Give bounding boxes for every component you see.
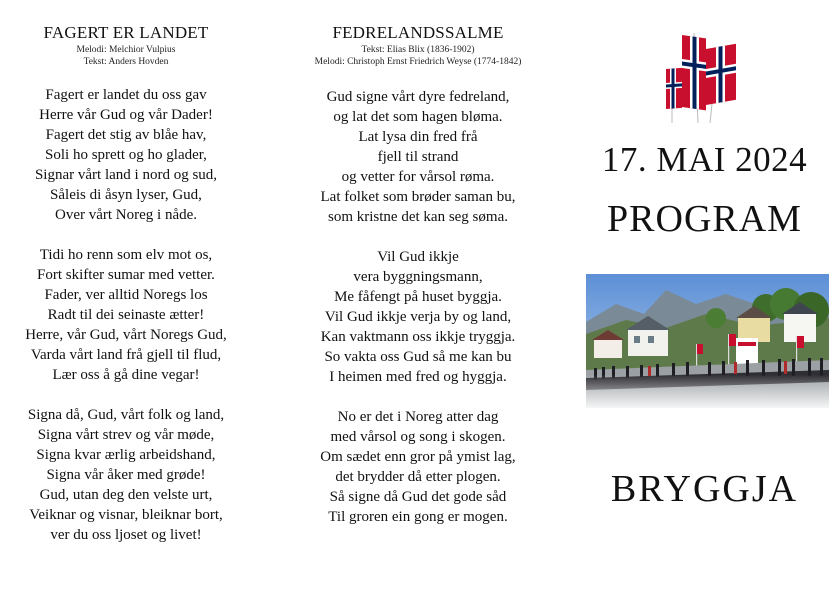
verse-line: No er det i Noreg atter dag bbox=[337, 409, 499, 425]
verse-line: Lat lysa din fred frå bbox=[358, 129, 478, 145]
verse-line: Signar vårt land i nord og sud, bbox=[34, 167, 218, 183]
verse-line: Gud, utan deg den velste urt, bbox=[39, 487, 213, 503]
verse-line: Kan vaktmann oss ikkje tryggja. bbox=[320, 329, 516, 345]
verse-line: Såleis di åsyn lyser, Gud, bbox=[50, 187, 202, 203]
verse bbox=[0, 405, 252, 545]
verse-line: Herre vår Gud og vår Dader! bbox=[39, 107, 213, 123]
song-meta bbox=[282, 45, 554, 68]
verse-line: det brydder då etter plogen. bbox=[335, 469, 501, 485]
verse bbox=[0, 85, 252, 225]
verse-line: Over vårt Noreg i nåde. bbox=[54, 207, 198, 223]
song-verses bbox=[282, 87, 554, 527]
verse-line: som kristne det kan seg søma. bbox=[328, 209, 508, 225]
verse-line: ver du oss ljoset og livet! bbox=[50, 527, 202, 543]
verse-line: Fagert det stig av blåe hav, bbox=[45, 127, 207, 143]
verse-line: Lat folket som brøder saman bu, bbox=[320, 189, 516, 205]
verse-line: Vil Gud ikkje bbox=[377, 249, 459, 265]
verse-line: Signa då, Gud, vårt folk og land, bbox=[27, 407, 225, 423]
event-date: 17. MAI 2024 bbox=[601, 140, 808, 179]
verse-line: Radt til dei seinaste ætter! bbox=[47, 307, 205, 323]
verse-line: og lat det som hagen bløma. bbox=[333, 109, 503, 125]
parade-photo bbox=[586, 274, 829, 408]
song-verses bbox=[0, 85, 252, 545]
verse-line: Om sædet enn gror på ymist lag, bbox=[320, 449, 516, 465]
verse-line: Tidi ho renn som elv mot os, bbox=[39, 247, 213, 263]
song-melody: Melodi: Melchior Vulpius bbox=[76, 45, 176, 55]
verse-line: Fader, ver alltid Noregs los bbox=[44, 287, 208, 303]
verse-line: og vetter for vårsol røma. bbox=[341, 169, 495, 185]
verse-line: Herre, vår Gud, vårt Noregs Gud, bbox=[25, 327, 227, 343]
place-name: BRYGGJA bbox=[610, 468, 799, 510]
verse-line: vera byggningsmann, bbox=[353, 269, 483, 285]
verse bbox=[282, 247, 554, 387]
verse-line: Fort skifter sumar med vetter. bbox=[37, 267, 215, 283]
verse-line: Gud signe vårt dyre fedreland, bbox=[326, 89, 510, 105]
verse-line: Veiknar og visnar, bleiknar bort, bbox=[29, 507, 223, 523]
song-title: FEDRELANDSSALME bbox=[332, 23, 504, 42]
verse-line: I heimen med fred og hyggja. bbox=[329, 369, 507, 385]
verse-line: Soli ho sprett og ho glader, bbox=[45, 147, 207, 163]
song-title: FAGERT ER LANDET bbox=[43, 23, 209, 42]
verse-line: fjell til strand bbox=[377, 149, 459, 165]
verse-line: Varda vårt land frå gjell til flud, bbox=[30, 347, 222, 363]
verse bbox=[282, 407, 554, 527]
verse bbox=[282, 87, 554, 227]
verse bbox=[0, 245, 252, 385]
verse-line: Signa kvar ærlig arbeidshand, bbox=[36, 447, 216, 463]
verse-line: So vakta oss Gud så me kan bu bbox=[324, 349, 512, 365]
program-heading: PROGRAM bbox=[607, 198, 802, 240]
verse-line: Så signe då Gud det gode såd bbox=[329, 489, 507, 505]
song-lyricist: Tekst: Anders Hovden bbox=[83, 56, 169, 67]
verse-line: Fagert er landet du oss gav bbox=[45, 87, 207, 103]
song-fedrelandssalme bbox=[282, 0, 554, 527]
song-melody: Melodi: Christoph Ernst Friedrich Weyse (1774-1842) bbox=[314, 56, 522, 67]
verse-line: Vil Gud ikkje verja by og land, bbox=[324, 309, 512, 325]
verse-line: Signa vår åker med grøde! bbox=[46, 467, 206, 483]
song-fagert-er-landet bbox=[0, 0, 252, 545]
verse-line: Me fåfengt på huset byggja. bbox=[334, 289, 502, 305]
song-lyricist: Tekst: Elias Blix (1836-1902) bbox=[361, 45, 475, 55]
verse-line: Signa vårt strev og vår møde, bbox=[37, 427, 215, 443]
verse-line: med vårsol og song i skogen. bbox=[330, 429, 506, 445]
norwegian-flags-icon bbox=[660, 25, 746, 125]
verse-line: Til groren ein gong er mogen. bbox=[328, 509, 508, 525]
verse-line: Lær oss å gå dine vegar! bbox=[52, 367, 200, 383]
song-meta bbox=[0, 45, 252, 68]
